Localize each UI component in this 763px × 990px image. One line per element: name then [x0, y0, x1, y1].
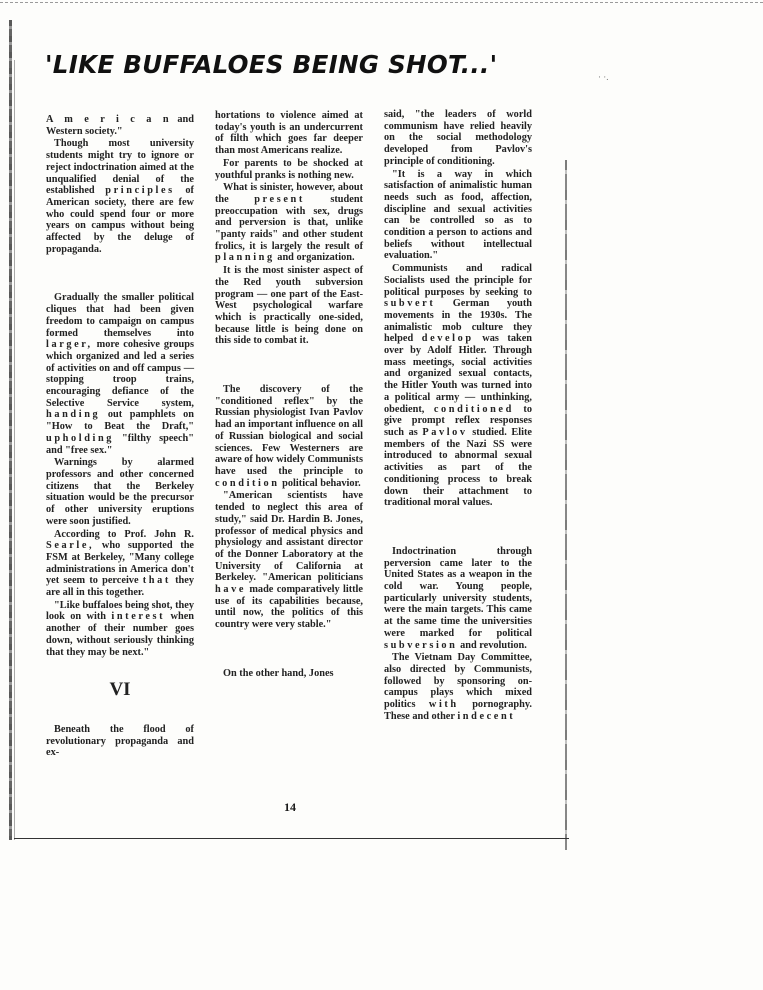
column-1: [46, 114, 194, 760]
page-number: 14: [284, 800, 296, 814]
paragraph: hortations to violence aimed at today's youth is an undercurrent of filth which goes far deeper than most Americans realize.: [215, 110, 363, 157]
paragraph: "American scientists have tended to neglect this area of study," said Dr. Hardin B. Jones, professor of medical physics and physiology and assistant director of the Donner Laboratory at the University of California at Berkeley. "American politicians have made comparatively little use of its capabilities because, until now, the politics of this country were very stable.": [215, 490, 363, 631]
paragraph: On the other hand, Jones: [223, 667, 334, 679]
section-numeral: VI: [109, 679, 131, 701]
paragraph: The Vietnam Day Committee, also directed by Communists, followed by sponsoring on-campus plays which mixed politics with pornography. These and other indecent: [384, 652, 532, 722]
paragraph: It is the most sinister aspect of the Red youth subversion program — one part of the East-West psychological warfare which is practically one-sided, because little is being done on this side to combat it.: [215, 265, 363, 347]
paragraph: Beneath the flood of revolutionary propaganda and ex-: [46, 723, 194, 759]
right-margin-scan-edge: [565, 160, 567, 850]
paragraph: "Like buffaloes being shot, they look on with interest when another of their number goes down, without seriously thinking that they may be next.": [46, 599, 194, 658]
headline: 'LIKE BUFFALOES BEING SHOT...': [45, 50, 498, 79]
left-margin-scan-edge: [9, 20, 12, 840]
column-3: [384, 109, 532, 723]
paragraph: For parents to be shocked at youthful pranks is nothing new.: [215, 157, 363, 181]
scan-specks: · ·.: [598, 72, 609, 82]
bottom-page-edge: [14, 838, 569, 839]
paragraph: said, "the leaders of world communism have relied heavily on the social methodology developed from Pavlov's principle of conditioning.: [384, 109, 532, 167]
paragraph: A m e r i c a n and Western society.": [46, 114, 194, 137]
paragraph: Gradually the smaller political cliques that had been given freedom to campaign on campus formed themselves into larger, more cohesive groups which organized and led a series of activities on and off campus — stopping troop trains, encouraging defiance of the Selective Service system, handing out pamphlets on "How to Beat the Draft," upholding "filthy speech" and "free sex.": [46, 292, 194, 456]
paragraph: Indoctrination through perversion came later to the United States as a weapon in the cold war. Young people, particularly university students, were the main targets. This came at the same time the universities were marked for political subversion and revolution.: [384, 545, 532, 651]
top-dashed-rule: [0, 2, 763, 3]
paragraph: "It is a way in which satisfaction of animalistic human needs such as food, affection, discipline and sexual activities can be controlled so as to condition a person to actions and beliefs without intellectual evaluation.": [384, 168, 532, 262]
paragraph: Warnings by alarmed professors and other concerned citizens that the Berkeley situation would be the precursor of other university eruptions were soon justified.: [46, 457, 194, 527]
paragraph: Though most university students might try to ignore or reject indoctrination aimed at the unqualified denial of the established principles of American society, there are few who could spend four or more years on campus without being affected by the deluge of propaganda.: [46, 138, 194, 255]
paragraph: Communists and radical Socialists used the principle for political purposes by seeking to subvert German youth movements in the 1930s. The animalistic mob culture they helped develop was taken over by Adolf Hitler. Through mass meetings, social activities and organized sexual contacts, the Hitler Youth was turned into a political army — unthinking, obedient, conditioned to give prompt reflex responses such as Pavlov studied. Elite members of the Nazi SS were introduced to abnormal sexual activities as part of the conditioning process to break down their attachment to traditional moral values.: [384, 263, 533, 509]
left-page-edge: [14, 60, 15, 840]
column-2: [215, 110, 363, 681]
paragraph: The discovery of the "conditioned reflex" by the Russian physiologist Ivan Pavlov had an important influence on all of Russian biological and social sciences. Few Westerners are aware of how widely Communists have used the principle to condition political behavior.: [215, 384, 363, 489]
paragraph: According to Prof. John R. Searle, who supported the FSM at Berkeley, "Many college administrations in America don't yet seem to perceive that they are all in this together.: [46, 528, 194, 599]
paragraph: What is sinister, however, about the present student preoccupation with sex, drugs and perversion is that, unlike "panty raids" and other student frolics, it is largely the result of planning and organization.: [215, 182, 363, 264]
